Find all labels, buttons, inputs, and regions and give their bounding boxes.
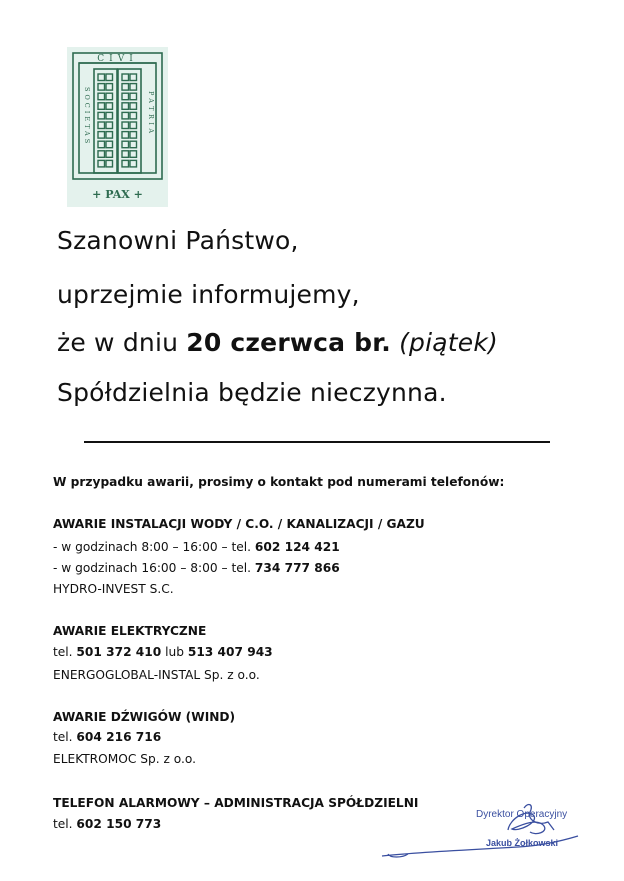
electric-phone-line bbox=[53, 645, 273, 659]
date-line bbox=[57, 328, 498, 357]
electric-tel-prefix: tel. bbox=[53, 645, 77, 659]
logo-window-cell bbox=[130, 103, 137, 110]
logo-window-cell bbox=[98, 103, 105, 110]
cooperative-logo bbox=[67, 47, 168, 207]
water-day-text: - w godzinach 8:00 – 16:00 – tel. bbox=[53, 540, 255, 554]
electric-phone-2: 513 407 943 bbox=[187, 645, 273, 659]
electric-company: ENERGOGLOBAL-INSTAL Sp. z o.o. bbox=[53, 668, 260, 682]
electric-section-title: AWARIE ELEKTRYCZNE bbox=[53, 624, 207, 638]
water-night-phone: 734 777 866 bbox=[254, 561, 340, 575]
inform-line: uprzejmie informujemy, bbox=[57, 280, 360, 309]
date-bold: 20 czerwca br. bbox=[186, 328, 391, 357]
elevator-tel-prefix: tel. bbox=[53, 730, 77, 744]
logo-window-cell bbox=[98, 74, 105, 81]
logo-window-cell bbox=[122, 132, 129, 139]
logo-window-cell bbox=[98, 132, 105, 139]
logo-window-cell bbox=[98, 151, 105, 158]
logo-window-cell bbox=[130, 132, 137, 139]
logo-window-cell bbox=[106, 112, 113, 119]
logo-window-cell bbox=[98, 93, 105, 100]
weekday-italic: (piątek) bbox=[399, 328, 498, 357]
logo-window-cell bbox=[130, 122, 137, 129]
logo-window-cell bbox=[106, 160, 113, 167]
water-night-text: - w godzinach 16:00 – 8:00 – tel. bbox=[53, 561, 255, 575]
electric-phone-1: 501 372 410 bbox=[76, 645, 162, 659]
signature-title: Dyrektor Operacyjny bbox=[476, 809, 568, 820]
elevator-phone-line bbox=[53, 730, 161, 744]
elevator-phone: 604 216 716 bbox=[76, 730, 162, 744]
signature-stamp bbox=[378, 796, 588, 866]
logo-window-cell bbox=[122, 122, 129, 129]
water-gas-section-title: AWARIE INSTALACJI WODY / C.O. / KANALIZACJI / GAZU bbox=[53, 517, 425, 531]
logo-window-cell bbox=[122, 74, 129, 81]
logo-window-cell bbox=[122, 160, 129, 167]
alarm-section-title: TELEFON ALARMOWY – ADMINISTRACJA SPÓŁDZIELNI bbox=[53, 796, 419, 810]
logo-window-cell bbox=[122, 151, 129, 158]
logo-window-cell bbox=[106, 132, 113, 139]
divider bbox=[84, 441, 550, 443]
water-day-phone: 602 124 421 bbox=[254, 540, 340, 554]
emergency-intro: W przypadku awarii, prosimy o kontakt pod numerami telefonów: bbox=[53, 475, 505, 489]
alarm-phone: 602 150 773 bbox=[76, 817, 162, 831]
logo-window-cell bbox=[122, 84, 129, 91]
signature-name: Jakub Żołkowski bbox=[486, 838, 559, 848]
logo-window-cell bbox=[122, 93, 129, 100]
logo-window-cell bbox=[98, 122, 105, 129]
water-day-phone-line bbox=[53, 540, 340, 554]
logo-window-cell bbox=[106, 122, 113, 129]
alarm-phone-line bbox=[53, 817, 161, 831]
logo-window-cell bbox=[130, 141, 137, 148]
date-line-prefix: że w dniu bbox=[57, 328, 187, 357]
logo-window-cell bbox=[122, 112, 129, 119]
logo-window-cell bbox=[106, 103, 113, 110]
logo-window-cell bbox=[106, 74, 113, 81]
logo-window-cell bbox=[106, 84, 113, 91]
logo-window-cell bbox=[130, 151, 137, 158]
logo-window-cell bbox=[130, 93, 137, 100]
logo-window-cell bbox=[122, 141, 129, 148]
logo-window-cell bbox=[106, 151, 113, 158]
logo-right-text: PATRIA bbox=[147, 91, 155, 137]
logo-left-text: SOCIETAS bbox=[83, 87, 91, 147]
greeting-line: Szanowni Państwo, bbox=[57, 226, 299, 255]
water-company: HYDRO-INVEST S.C. bbox=[53, 582, 174, 596]
logo-window-cell bbox=[130, 74, 137, 81]
alarm-tel-prefix: tel. bbox=[53, 817, 77, 831]
logo-window-cell bbox=[106, 141, 113, 148]
logo-window-cell bbox=[130, 84, 137, 91]
elevator-section-title: AWARIE DŹWIGÓW (WIND) bbox=[53, 710, 236, 724]
logo-window-cell bbox=[98, 141, 105, 148]
logo-window-cell bbox=[98, 160, 105, 167]
logo-window-cell bbox=[130, 112, 137, 119]
logo-window-cell bbox=[98, 112, 105, 119]
electric-or: lub bbox=[161, 645, 188, 659]
logo-window-cell bbox=[122, 103, 129, 110]
water-night-phone-line bbox=[53, 561, 340, 575]
logo-window-cell bbox=[106, 93, 113, 100]
elevator-company: ELEKTROMOC Sp. z o.o. bbox=[53, 752, 196, 766]
logo-bottom-text: + PAX + bbox=[92, 188, 143, 201]
logo-window-cell bbox=[130, 160, 137, 167]
closed-line: Spółdzielnia będzie nieczynna. bbox=[57, 378, 447, 407]
logo-top-text: CIVI bbox=[97, 54, 138, 64]
logo-window-cell bbox=[98, 84, 105, 91]
